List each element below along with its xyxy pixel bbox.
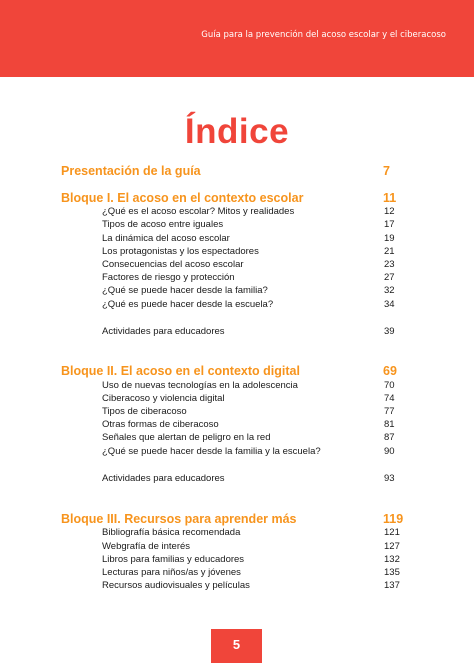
page-number-box xyxy=(211,629,262,663)
entry-title: Tipos de ciberacoso xyxy=(102,406,187,417)
toc-entry[interactable] xyxy=(0,233,474,247)
toc-entry[interactable] xyxy=(0,527,474,541)
entry-page: 74 xyxy=(384,393,395,404)
entry-page: 137 xyxy=(384,580,400,591)
toc-entry[interactable] xyxy=(0,406,474,420)
entry-page: 77 xyxy=(384,406,395,417)
toc-entry[interactable] xyxy=(0,580,474,594)
toc-entry[interactable] xyxy=(0,219,474,233)
toc-entry[interactable] xyxy=(0,285,474,299)
toc-entry[interactable] xyxy=(0,326,474,340)
toc-entry[interactable] xyxy=(0,259,474,273)
entry-page: 17 xyxy=(384,219,395,230)
toc-entry[interactable] xyxy=(0,380,474,394)
page-title: Índice xyxy=(184,112,290,151)
toc-section-bloque-2[interactable] xyxy=(0,364,474,378)
entry-title: Libros para familias y educadores xyxy=(102,554,245,565)
entry-title: Lecturas para niños/as y jóvenes xyxy=(102,567,241,578)
entry-title: ¿Qué se puede hacer desde la familia y la escuela? xyxy=(102,446,321,457)
section-page: 7 xyxy=(383,164,390,178)
entry-title: Consecuencias del acoso escolar xyxy=(102,259,244,270)
page-number: 5 xyxy=(232,637,241,652)
toc-entry[interactable] xyxy=(0,567,474,581)
toc-entry[interactable] xyxy=(0,393,474,407)
section-title: Bloque III. Recursos para aprender más xyxy=(61,512,297,526)
entry-title: La dinámica del acoso escolar xyxy=(102,233,230,244)
toc-section-bloque-1[interactable] xyxy=(0,191,474,205)
section-page: 69 xyxy=(383,364,397,378)
entry-page: 121 xyxy=(384,527,400,538)
entry-title: Señales que alertan de peligro en la red xyxy=(102,432,271,443)
toc-entry[interactable] xyxy=(0,299,474,313)
entry-page: 19 xyxy=(384,233,395,244)
entry-page: 90 xyxy=(384,446,395,457)
entry-title: ¿Qué es puede hacer desde la escuela? xyxy=(102,299,274,310)
entry-title: Uso de nuevas tecnologías en la adolescencia xyxy=(102,380,298,391)
section-page: 11 xyxy=(383,191,397,205)
header-title: Guía para la prevención del acoso escolar y el ciberacoso xyxy=(201,30,446,40)
section-title: Bloque I. El acoso en el contexto escolar xyxy=(61,191,304,205)
toc-section-bloque-3[interactable] xyxy=(0,512,474,526)
entry-page: 21 xyxy=(384,246,395,257)
entry-title: Otras formas de ciberacoso xyxy=(102,419,219,430)
entry-page: 81 xyxy=(384,419,395,430)
entry-page: 32 xyxy=(384,285,395,296)
entry-page: 70 xyxy=(384,380,395,391)
entry-page: 12 xyxy=(384,206,395,217)
entry-page: 132 xyxy=(384,554,400,565)
entry-title: Recursos audiovisuales y películas xyxy=(102,580,250,591)
entry-title: Bibliografía básica recomendada xyxy=(102,527,241,538)
toc-entry[interactable] xyxy=(0,446,474,460)
entry-title: Factores de riesgo y protección xyxy=(102,272,235,283)
toc-entry[interactable] xyxy=(0,432,474,446)
entry-page: 93 xyxy=(384,473,395,484)
toc-entry[interactable] xyxy=(0,554,474,568)
entry-title: Actividades para educadores xyxy=(102,326,225,337)
toc-section-presentacion[interactable] xyxy=(0,164,474,178)
toc-entry[interactable] xyxy=(0,541,474,555)
section-title: Bloque II. El acoso en el contexto digital xyxy=(61,364,300,378)
entry-page: 34 xyxy=(384,299,395,310)
entry-page: 135 xyxy=(384,567,400,578)
toc-entry[interactable] xyxy=(0,272,474,286)
entry-title: Tipos de acoso entre iguales xyxy=(102,219,224,230)
entry-page: 23 xyxy=(384,259,395,270)
entry-page: 87 xyxy=(384,432,395,443)
toc-entry[interactable] xyxy=(0,246,474,260)
toc-entry[interactable] xyxy=(0,419,474,433)
entry-title: Los protagonistas y los espectadores xyxy=(102,246,259,257)
section-title: Presentación de la guía xyxy=(61,164,201,178)
toc-entry[interactable] xyxy=(0,206,474,220)
entry-page: 127 xyxy=(384,541,400,552)
entry-title: ¿Qué es el acoso escolar? Mitos y realidades xyxy=(102,206,295,217)
entry-title: Ciberacoso y violencia digital xyxy=(102,393,225,404)
section-page: 119 xyxy=(383,512,404,526)
entry-title: Actividades para educadores xyxy=(102,473,225,484)
entry-title: Webgrafía de interés xyxy=(102,541,191,552)
entry-title: ¿Qué se puede hacer desde la familia? xyxy=(102,285,268,296)
toc-entry[interactable] xyxy=(0,473,474,487)
entry-page: 27 xyxy=(384,272,395,283)
entry-page: 39 xyxy=(384,326,395,337)
